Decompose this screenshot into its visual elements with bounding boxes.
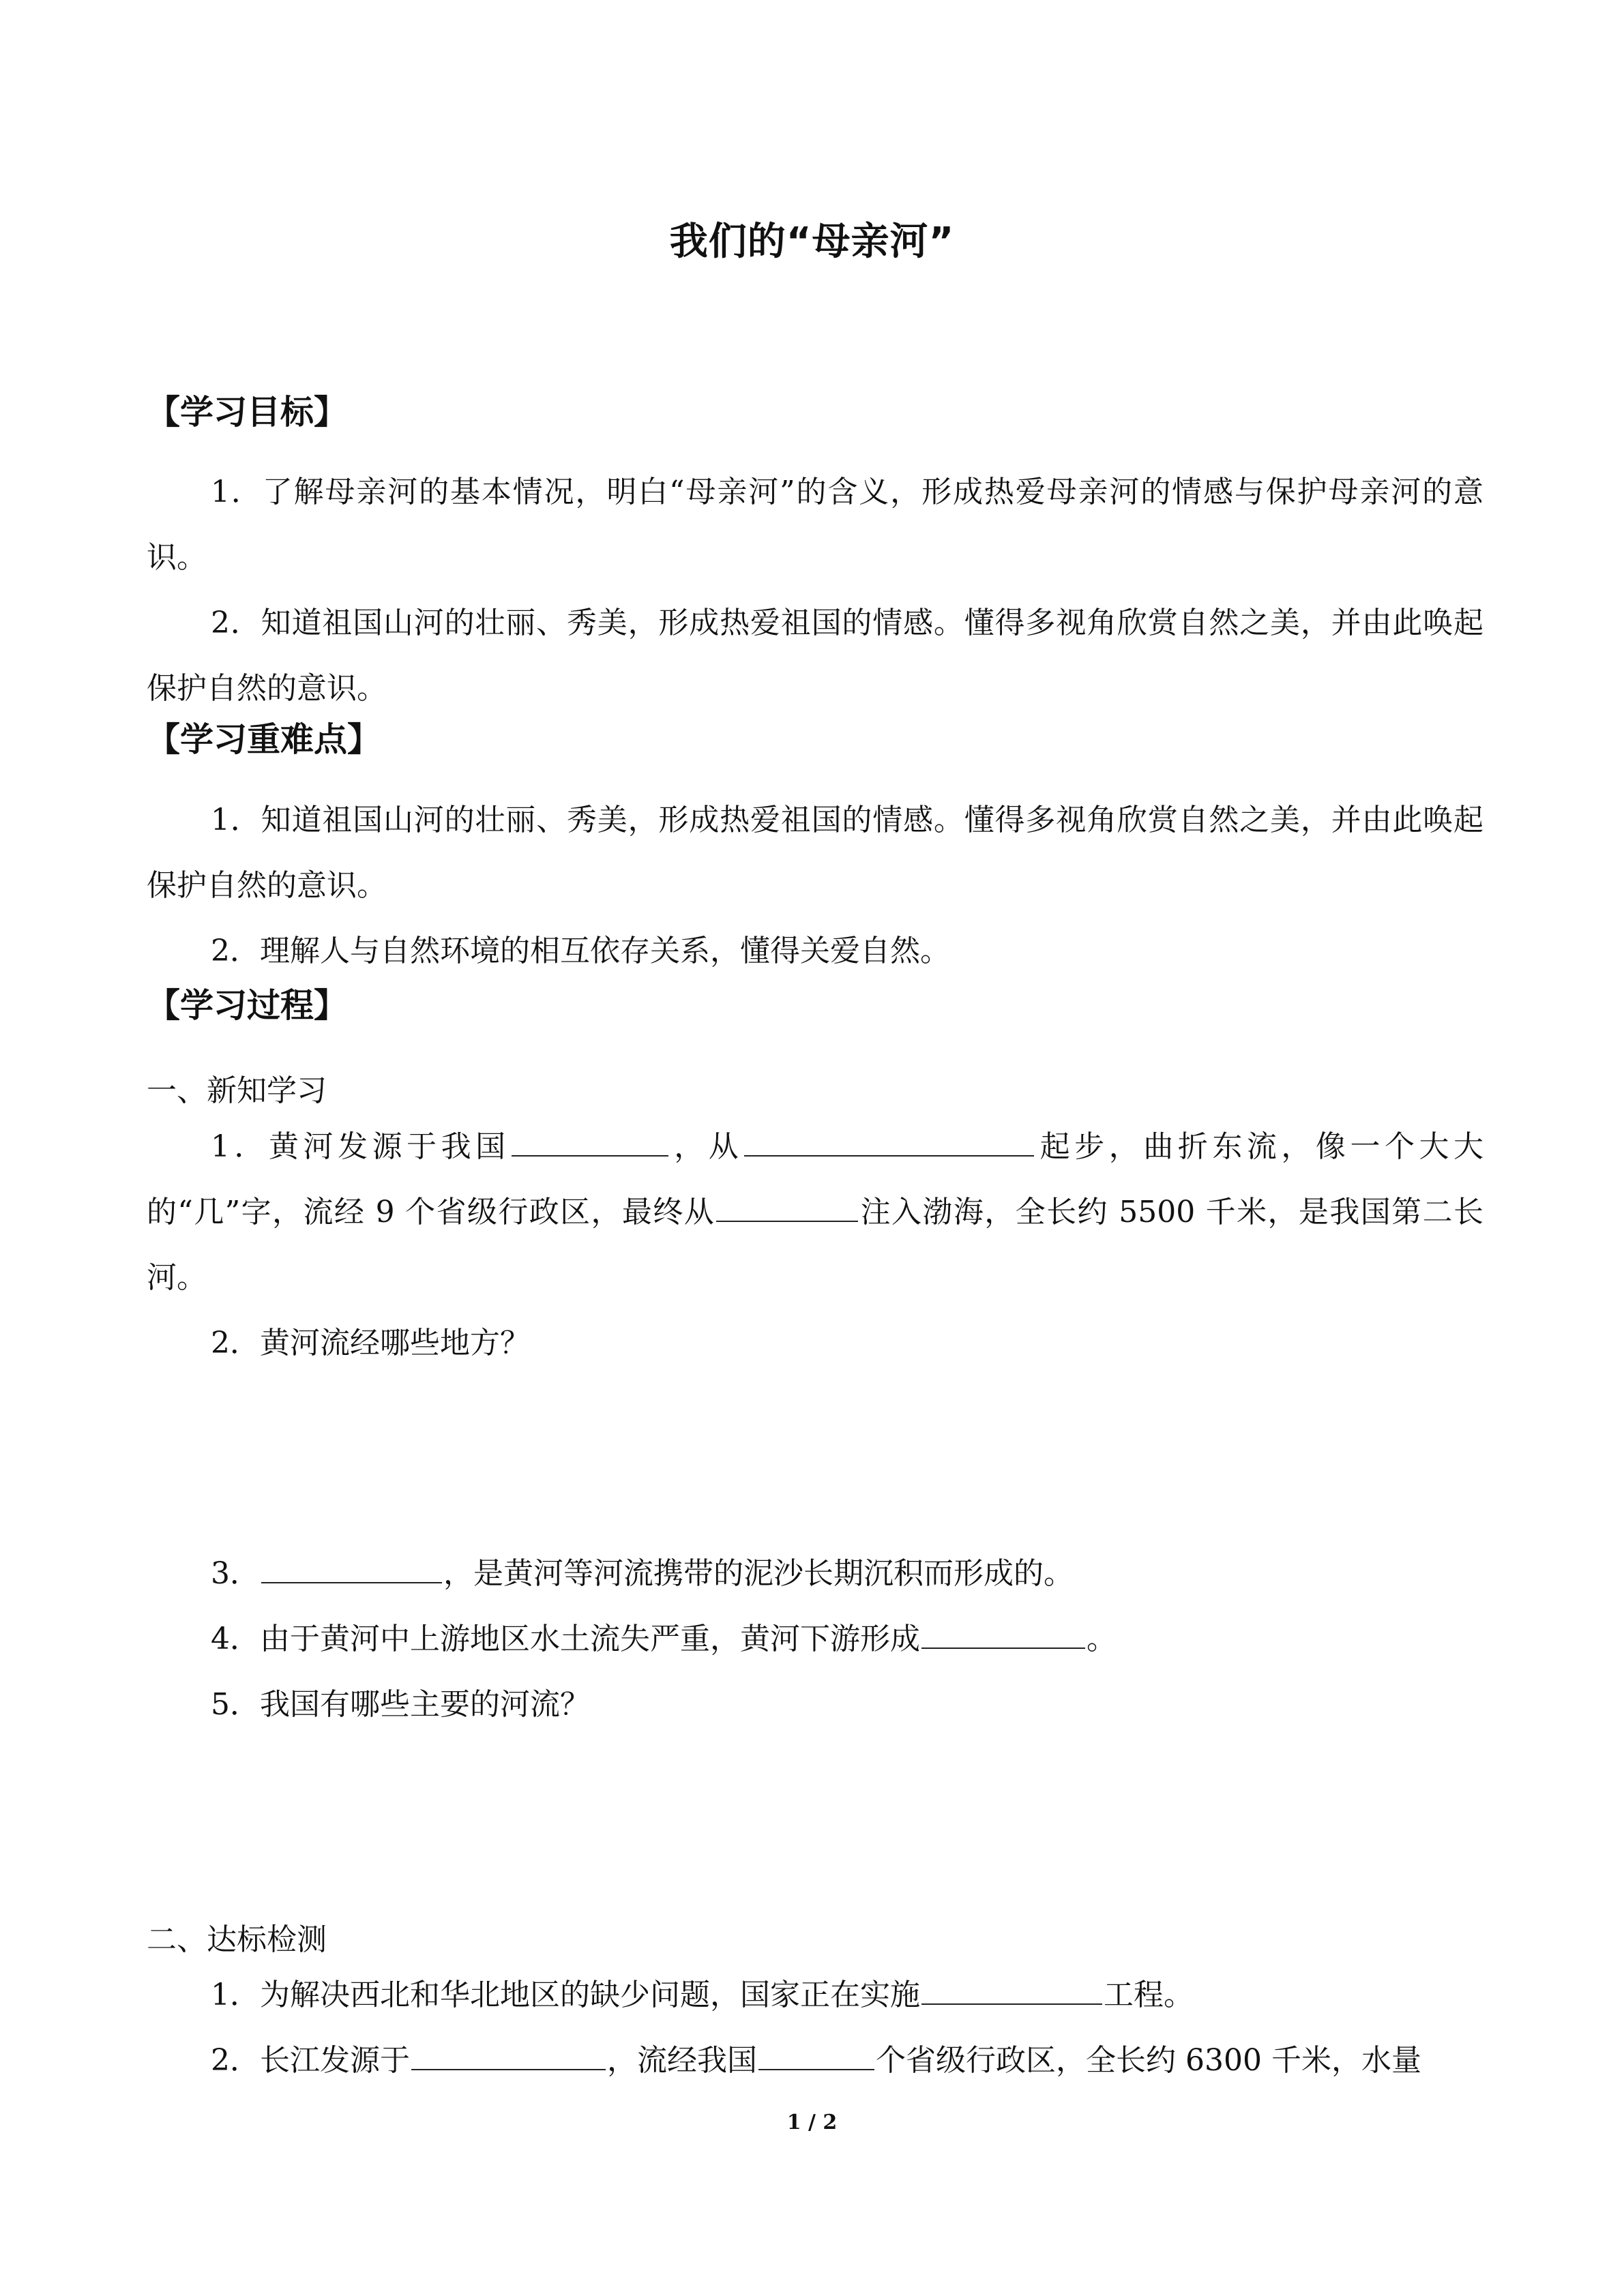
- answer-blank[interactable]: [512, 1124, 668, 1157]
- goal-item-2-text: 2．知道祖国山河的壮丽、秀美，形成热爱祖国的情感。懂得多视角欣赏自然之美，并由此唤起保护自然的意识。: [147, 606, 1483, 706]
- question-1-text-a: 1．黄河发源于我国: [211, 1129, 510, 1164]
- goal-item-1-text: 1．了解母亲河的基本情况，明白“母亲河”的含义，形成热爱母亲河的情感与保护母亲河的意识。: [147, 475, 1483, 575]
- question-4-text-a: 4．由于黄河中上游地区水土流失严重，黄河下游形成: [211, 1622, 920, 1656]
- question-1-text-b: ，从: [669, 1129, 743, 1164]
- question-1-text-c: 起步，曲折东流，像一个大大的“几”字，流经 9 个省级行政区，最终从: [147, 1129, 1484, 1229]
- question-3-text-b: ，是黄河等河流携带的泥沙长期沉积而形成的。: [443, 1556, 1074, 1591]
- check-question-2-text-c: 个省级行政区，全长约 6300 千米，水量: [876, 2043, 1421, 2078]
- answer-blank[interactable]: [921, 1972, 1102, 2005]
- answer-blank[interactable]: [921, 1616, 1085, 1649]
- question-3: [147, 1541, 1483, 1607]
- part1-label: 一、新知学习: [147, 1073, 327, 1108]
- answer-blank[interactable]: [716, 1189, 858, 1222]
- check-question-1-text-b: 工程。: [1104, 1978, 1194, 2012]
- goal-item-2: [147, 591, 1483, 721]
- check-question-1: [147, 1963, 1483, 2028]
- question-1: [147, 1114, 1483, 1311]
- question-3-text-a: 3．: [211, 1556, 260, 1591]
- keypoint-item-2-text: 2．理解人与自然环境的相互依存关系，懂得关爱自然。: [211, 934, 950, 968]
- check-question-2: [147, 2028, 1483, 2093]
- answer-blank[interactable]: [261, 1551, 442, 1583]
- check-question-2-text-b: ，流经我国: [607, 2043, 757, 2078]
- keypoint-item-1-text: 1．知道祖国山河的壮丽、秀美，形成热爱祖国的情感。懂得多视角欣赏自然之美，并由此唤起保护自然的意识。: [147, 803, 1483, 903]
- goals-heading: 【学习目标】: [147, 393, 348, 432]
- keypoint-item-2: [147, 919, 1483, 984]
- answer-blank[interactable]: [758, 2038, 874, 2070]
- question-1-text-d: 注入渤海，全长约 5500 千米，是我国第二长河。: [147, 1195, 1483, 1295]
- question-5: [147, 1672, 1483, 1738]
- question-4: [147, 1607, 1483, 1672]
- check-question-1-text-a: 1．为解决西北和华北地区的缺少问题，国家正在实施: [211, 1978, 920, 2012]
- answer-blank[interactable]: [744, 1124, 1034, 1157]
- page-title: 我们的“母亲河”: [669, 220, 955, 264]
- process-heading: 【学习过程】: [147, 986, 348, 1025]
- question-2-text: 2．黄河流经哪些地方？: [211, 1326, 530, 1360]
- keypoint-item-1: [147, 788, 1483, 919]
- answer-blank[interactable]: [411, 2038, 606, 2070]
- question-2: [147, 1311, 1483, 1376]
- part2-label: 二、达标检测: [147, 1922, 327, 1957]
- check-question-2-text-a: 2．长江发源于: [211, 2043, 410, 2078]
- keypoints-heading: 【学习重难点】: [147, 720, 381, 759]
- page-number: 1 / 2: [786, 2111, 838, 2134]
- goal-item-1: [147, 460, 1483, 591]
- question-5-text: 5．我国有哪些主要的河流？: [211, 1687, 590, 1722]
- question-4-text-b: 。: [1087, 1622, 1117, 1656]
